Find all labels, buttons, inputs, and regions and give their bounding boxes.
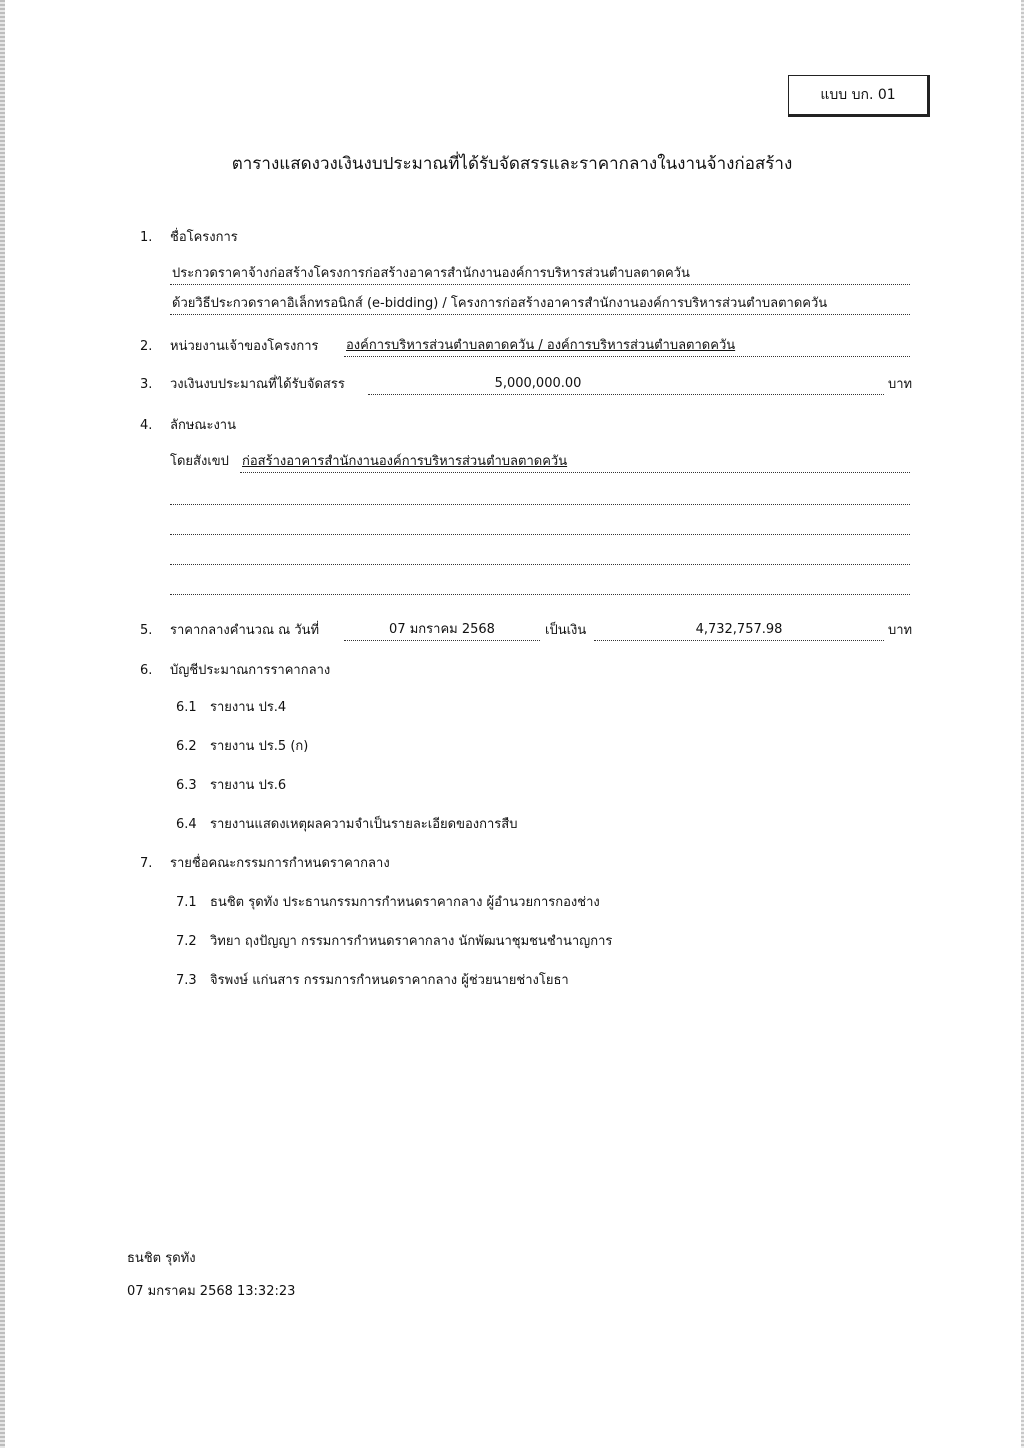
list-item-number: 6.2 — [176, 739, 197, 754]
dotted-line-blank — [170, 486, 910, 505]
median-price-unit: บาท — [888, 623, 913, 638]
work-description-value: ก่อสร้างอาคารสำนักงานองค์การบริหารส่วนตำบลตาดควัน — [242, 454, 568, 469]
committee-member-number: 7.1 — [176, 895, 197, 910]
section-7-label: รายชื่อคณะกรรมการกำหนดราคากลาง — [170, 856, 390, 871]
committee-member: วิทยา ฤงปัญญา กรรมการกำหนดราคากลาง นักพัฒนาชุมชนชำนาญการ — [210, 934, 613, 949]
budget-unit: บาท — [888, 377, 913, 392]
list-item: รายงาน ปร.4 — [210, 700, 287, 715]
section-3-label: วงเงินงบประมาณที่ได้รับจัดสรร — [170, 377, 345, 392]
budget-value: 5,000,000.00 — [494, 376, 582, 391]
dotted-line-blank — [170, 576, 910, 595]
section-7-number: 7. — [140, 856, 153, 871]
project-name-line-2: ด้วยวิธีประกวดราคาอิเล็กทรอนิกส์ (e-bidding) / โครงการก่อสร้างอาคารสำนักงานองค์การบริหารส่วนตำบลตาดควัน — [172, 296, 828, 311]
list-item-number: 6.4 — [176, 817, 197, 832]
document-title: ตารางแสดงวงเงินงบประมาณที่ได้รับจัดสรรและราคากลางในงานจ้างก่อสร้าง — [231, 154, 793, 174]
calculation-date: 07 มกราคม 2568 — [389, 622, 495, 637]
section-2-number: 2. — [140, 339, 153, 354]
section-6-label: บัญชีประมาณการราคากลาง — [170, 663, 331, 678]
list-item: รายงาน ปร.5 (ก) — [210, 739, 309, 754]
footer-datetime: 07 มกราคม 2568 13:32:23 — [127, 1284, 296, 1299]
section-4-number: 4. — [140, 418, 153, 433]
section-5-label: ราคากลางคำนวณ ณ วันที่ — [170, 623, 320, 638]
section-4-sublabel: โดยสังเขป — [170, 454, 229, 469]
scan-edge-left — [0, 0, 5, 1448]
list-item: รายงาน ปร.6 — [210, 778, 287, 793]
section-5-number: 5. — [140, 623, 153, 638]
footer-name: ธนชิต รุดทัง — [127, 1251, 196, 1266]
dotted-line-blank — [170, 546, 910, 565]
committee-member: จิรพงษ์ แก่นสาร กรรมการกำหนดราคากลาง ผู้ช่วยนายช่างโยธา — [210, 973, 569, 988]
list-item: รายงานแสดงเหตุผลความจำเป็นรายละเอียดของการสืบ — [210, 817, 518, 832]
section-3-number: 3. — [140, 377, 153, 392]
form-code-box: แบบ บก. 01 — [788, 75, 930, 117]
median-price-value: 4,732,757.98 — [695, 622, 783, 637]
section-1-label: ชื่อโครงการ — [170, 230, 238, 245]
list-item-number: 6.1 — [176, 700, 197, 715]
section-4-label: ลักษณะงาน — [170, 418, 236, 433]
section-1-number: 1. — [140, 230, 153, 245]
owner-agency-value: องค์การบริหารส่วนตำบลตาดควัน / องค์การบริหารส่วนตำบลตาดควัน — [346, 338, 736, 353]
section-2-label: หน่วยงานเจ้าของโครงการ — [170, 339, 319, 354]
section-6-number: 6. — [140, 663, 153, 678]
committee-member: ธนชิต รุดทัง ประธานกรรมการกำหนดราคากลาง ผู้อำนวยการกองช่าง — [210, 895, 600, 910]
dotted-line-blank — [170, 516, 910, 535]
committee-member-number: 7.2 — [176, 934, 197, 949]
project-name-line-1: ประกวดราคาจ้างก่อสร้างโครงการก่อสร้างอาคารสำนักงานองค์การบริหารส่วนตำบลตาดควัน — [172, 266, 690, 281]
amount-label: เป็นเงิน — [545, 623, 587, 638]
list-item-number: 6.3 — [176, 778, 197, 793]
committee-member-number: 7.3 — [176, 973, 197, 988]
